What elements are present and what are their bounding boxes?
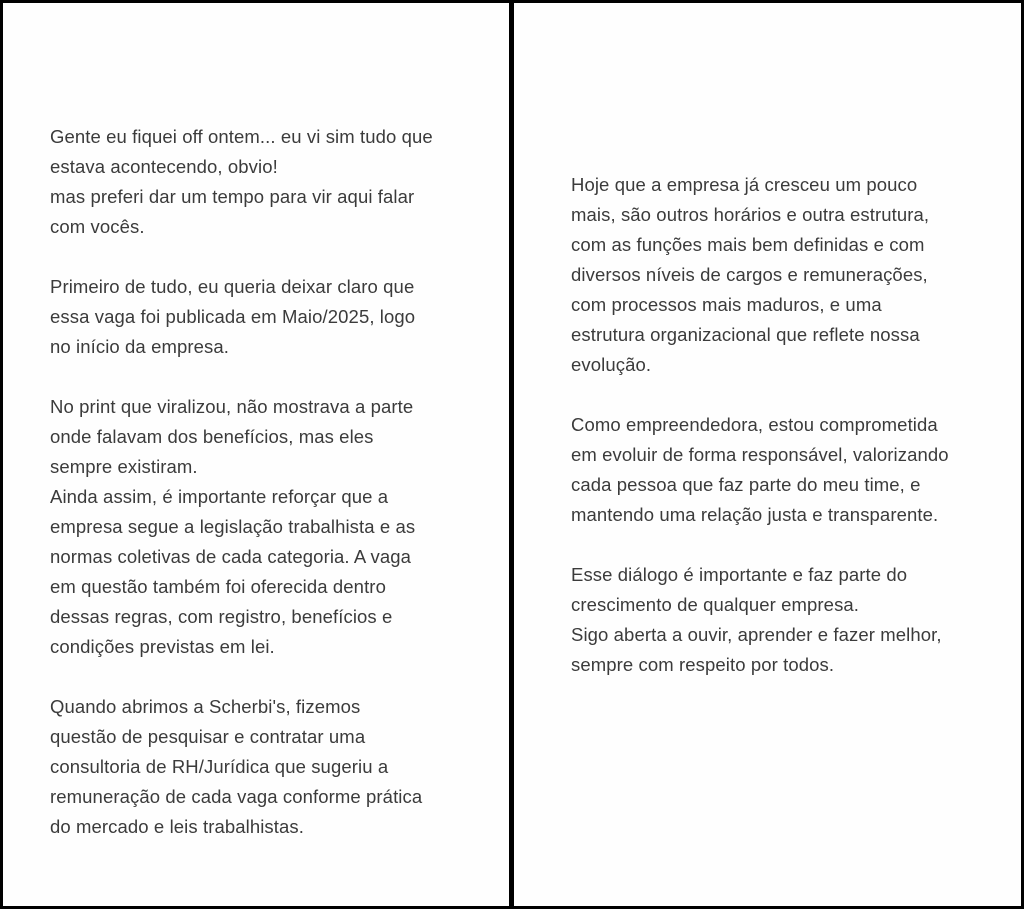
left-paragraph-2 — [50, 272, 433, 362]
text-line: Quando abrimos a Scherbi's, fizemos — [50, 696, 361, 717]
text-line: Sigo aberta a ouvir, aprender e fazer melhor, — [571, 624, 942, 645]
text-line: empresa segue a legislação trabalhista e as — [50, 516, 416, 537]
left-text-panel — [3, 3, 509, 906]
text-line: em questão também foi oferecida dentro — [50, 576, 386, 597]
text-line: onde falavam dos benefícios, mas eles — [50, 426, 374, 447]
text-line: essa vaga foi publicada em Maio/2025, logo — [50, 306, 416, 327]
text-line: Ainda assim, é importante reforçar que a — [50, 486, 389, 507]
right-text-panel — [514, 3, 1021, 906]
left-paragraph-3 — [50, 392, 433, 662]
text-line: questão de pesquisar e contratar uma — [50, 726, 366, 747]
text-line: Esse diálogo é importante e faz parte do — [571, 564, 908, 585]
left-paragraph-1 — [50, 122, 433, 242]
text-line: com processos mais maduros, e uma — [571, 294, 882, 315]
text-line: remuneração de cada vaga conforme prática — [50, 786, 423, 807]
right-paragraph-2 — [571, 410, 949, 530]
right-paragraph-3 — [571, 560, 949, 680]
text-line: mantendo uma relação justa e transparente. — [571, 504, 939, 525]
text-line: sempre existiram. — [50, 456, 198, 477]
text-line: no início da empresa. — [50, 336, 229, 357]
text-line: com as funções mais bem definidas e com — [571, 234, 925, 255]
text-line: mas preferi dar um tempo para vir aqui falar — [50, 186, 415, 207]
text-line: Gente eu fiquei off ontem... eu vi sim tudo que — [50, 126, 433, 147]
text-line: cada pessoa que faz parte do meu time, e — [571, 474, 921, 495]
text-line: Hoje que a empresa já cresceu um pouco — [571, 174, 918, 195]
right-text-block — [571, 170, 949, 680]
text-line: mais, são outros horários e outra estrutura, — [571, 204, 930, 225]
text-line: sempre com respeito por todos. — [571, 654, 835, 675]
text-line: em evoluir de forma responsável, valorizando — [571, 444, 949, 465]
text-line: dessas regras, com registro, benefícios e — [50, 606, 393, 627]
text-line: consultoria de RH/Jurídica que sugeriu a — [50, 756, 389, 777]
left-paragraph-4 — [50, 692, 433, 842]
text-line: com vocês. — [50, 216, 145, 237]
text-line: estrutura organizacional que reflete nossa — [571, 324, 920, 345]
text-line: Primeiro de tudo, eu queria deixar claro que — [50, 276, 415, 297]
text-line: estava acontecendo, obvio! — [50, 156, 278, 177]
text-line: crescimento de qualquer empresa. — [571, 594, 860, 615]
text-line: diversos níveis de cargos e remunerações, — [571, 264, 928, 285]
text-line: No print que viralizou, não mostrava a parte — [50, 396, 414, 417]
left-text-block — [50, 122, 433, 842]
right-paragraph-1 — [571, 170, 949, 380]
text-line: condições previstas em lei. — [50, 636, 275, 657]
text-line: normas coletivas de cada categoria. A vaga — [50, 546, 412, 567]
text-line: evolução. — [571, 354, 652, 375]
text-line: Como empreendedora, estou comprometida — [571, 414, 938, 435]
text-line: do mercado e leis trabalhistas. — [50, 816, 305, 837]
